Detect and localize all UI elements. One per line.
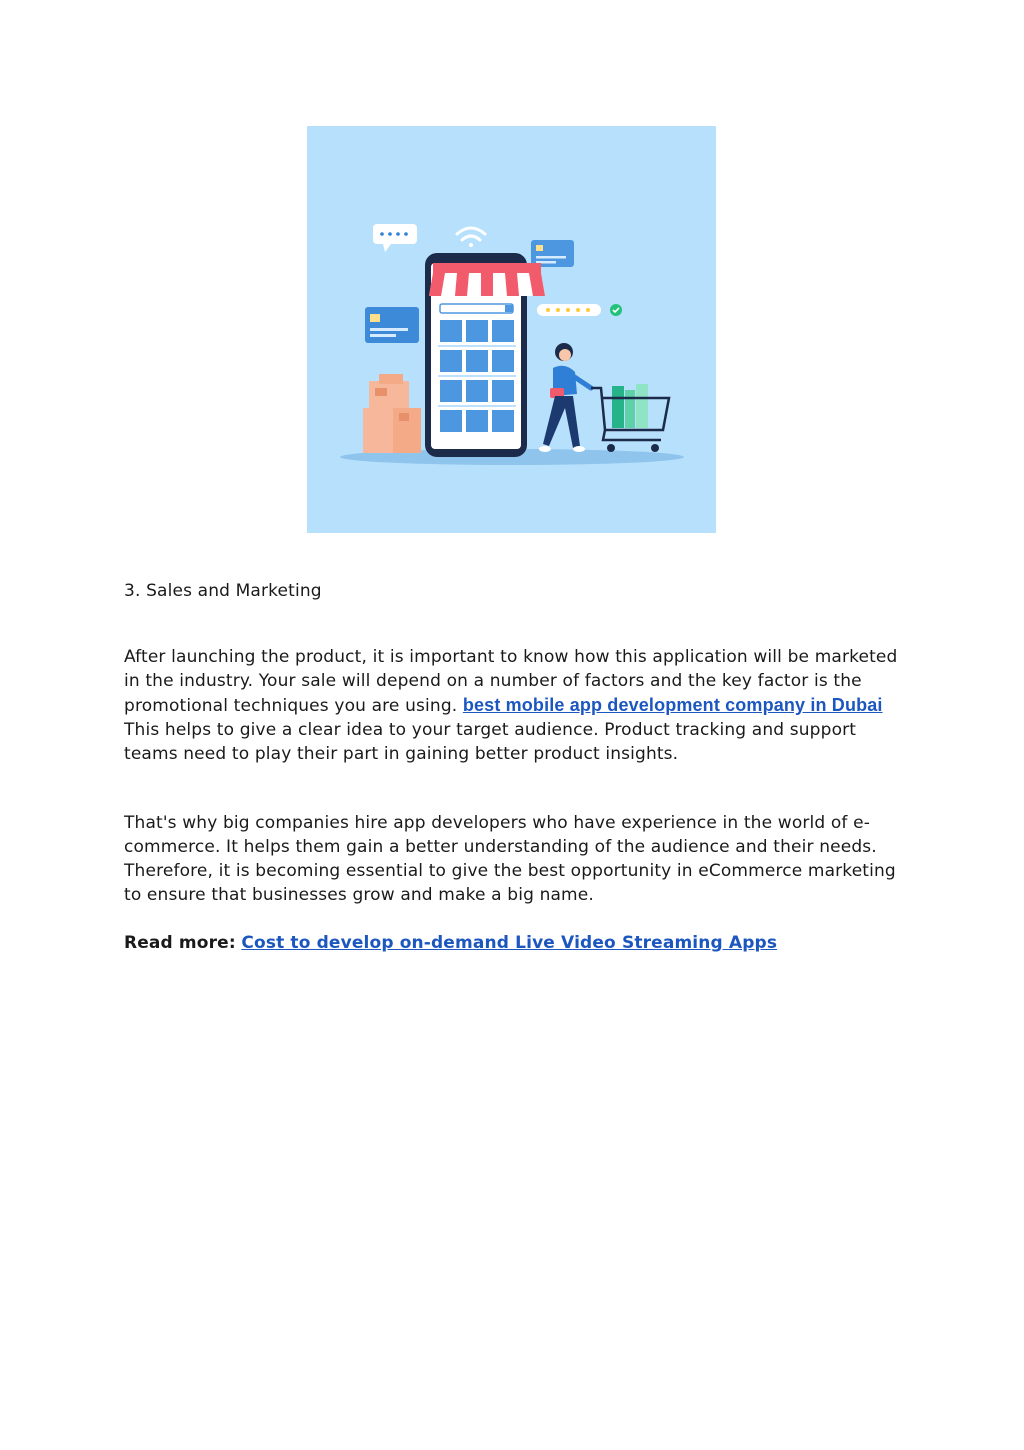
shopping-app-icon: [307, 126, 716, 533]
ecommerce-illustration: [307, 126, 716, 533]
read-more: [124, 931, 914, 955]
bank-card-icon: [365, 307, 419, 343]
shopper-woman-icon: [539, 343, 591, 452]
boxes-icon: [363, 374, 421, 453]
smartphone-icon: [425, 253, 545, 457]
credit-card-icon: [531, 240, 574, 267]
paragraph-marketing: [124, 645, 914, 766]
shopping-cart-icon: [591, 384, 669, 452]
read-more-link[interactable]: Cost to develop on-demand Live Video Streaming Apps: [241, 933, 778, 953]
paragraph-text: This helps to give a clear idea to your target audience. Product tracking and support teams need to play their part in gaining better product insights.: [124, 720, 857, 764]
paragraph-ecommerce: That's why big companies hire app developers who have experience in the world of e-commerce. It helps them gain a better understanding of the audience and their needs. Therefore, it is becoming essential to give the best opportunity in eCommerce marketing to ensure that businesses grow and make a big name.: [124, 813, 896, 905]
chat-bubble-icon: [373, 224, 417, 252]
rating-stars-icon: [537, 304, 622, 316]
app-development-company-link[interactable]: best mobile app development company in Dubai: [462, 695, 883, 715]
paragraph-text: After launching the product, it is important to know how this application will be marketed in the industry. Your sale will depend on a number of factors and the key factor is the promotional techniques you are using.: [124, 647, 898, 716]
read-more-label: Read more:: [124, 933, 236, 953]
shop-awning-icon: [429, 263, 545, 296]
section-heading: 3. Sales and Marketing: [124, 581, 322, 601]
wifi-icon: [457, 228, 485, 247]
